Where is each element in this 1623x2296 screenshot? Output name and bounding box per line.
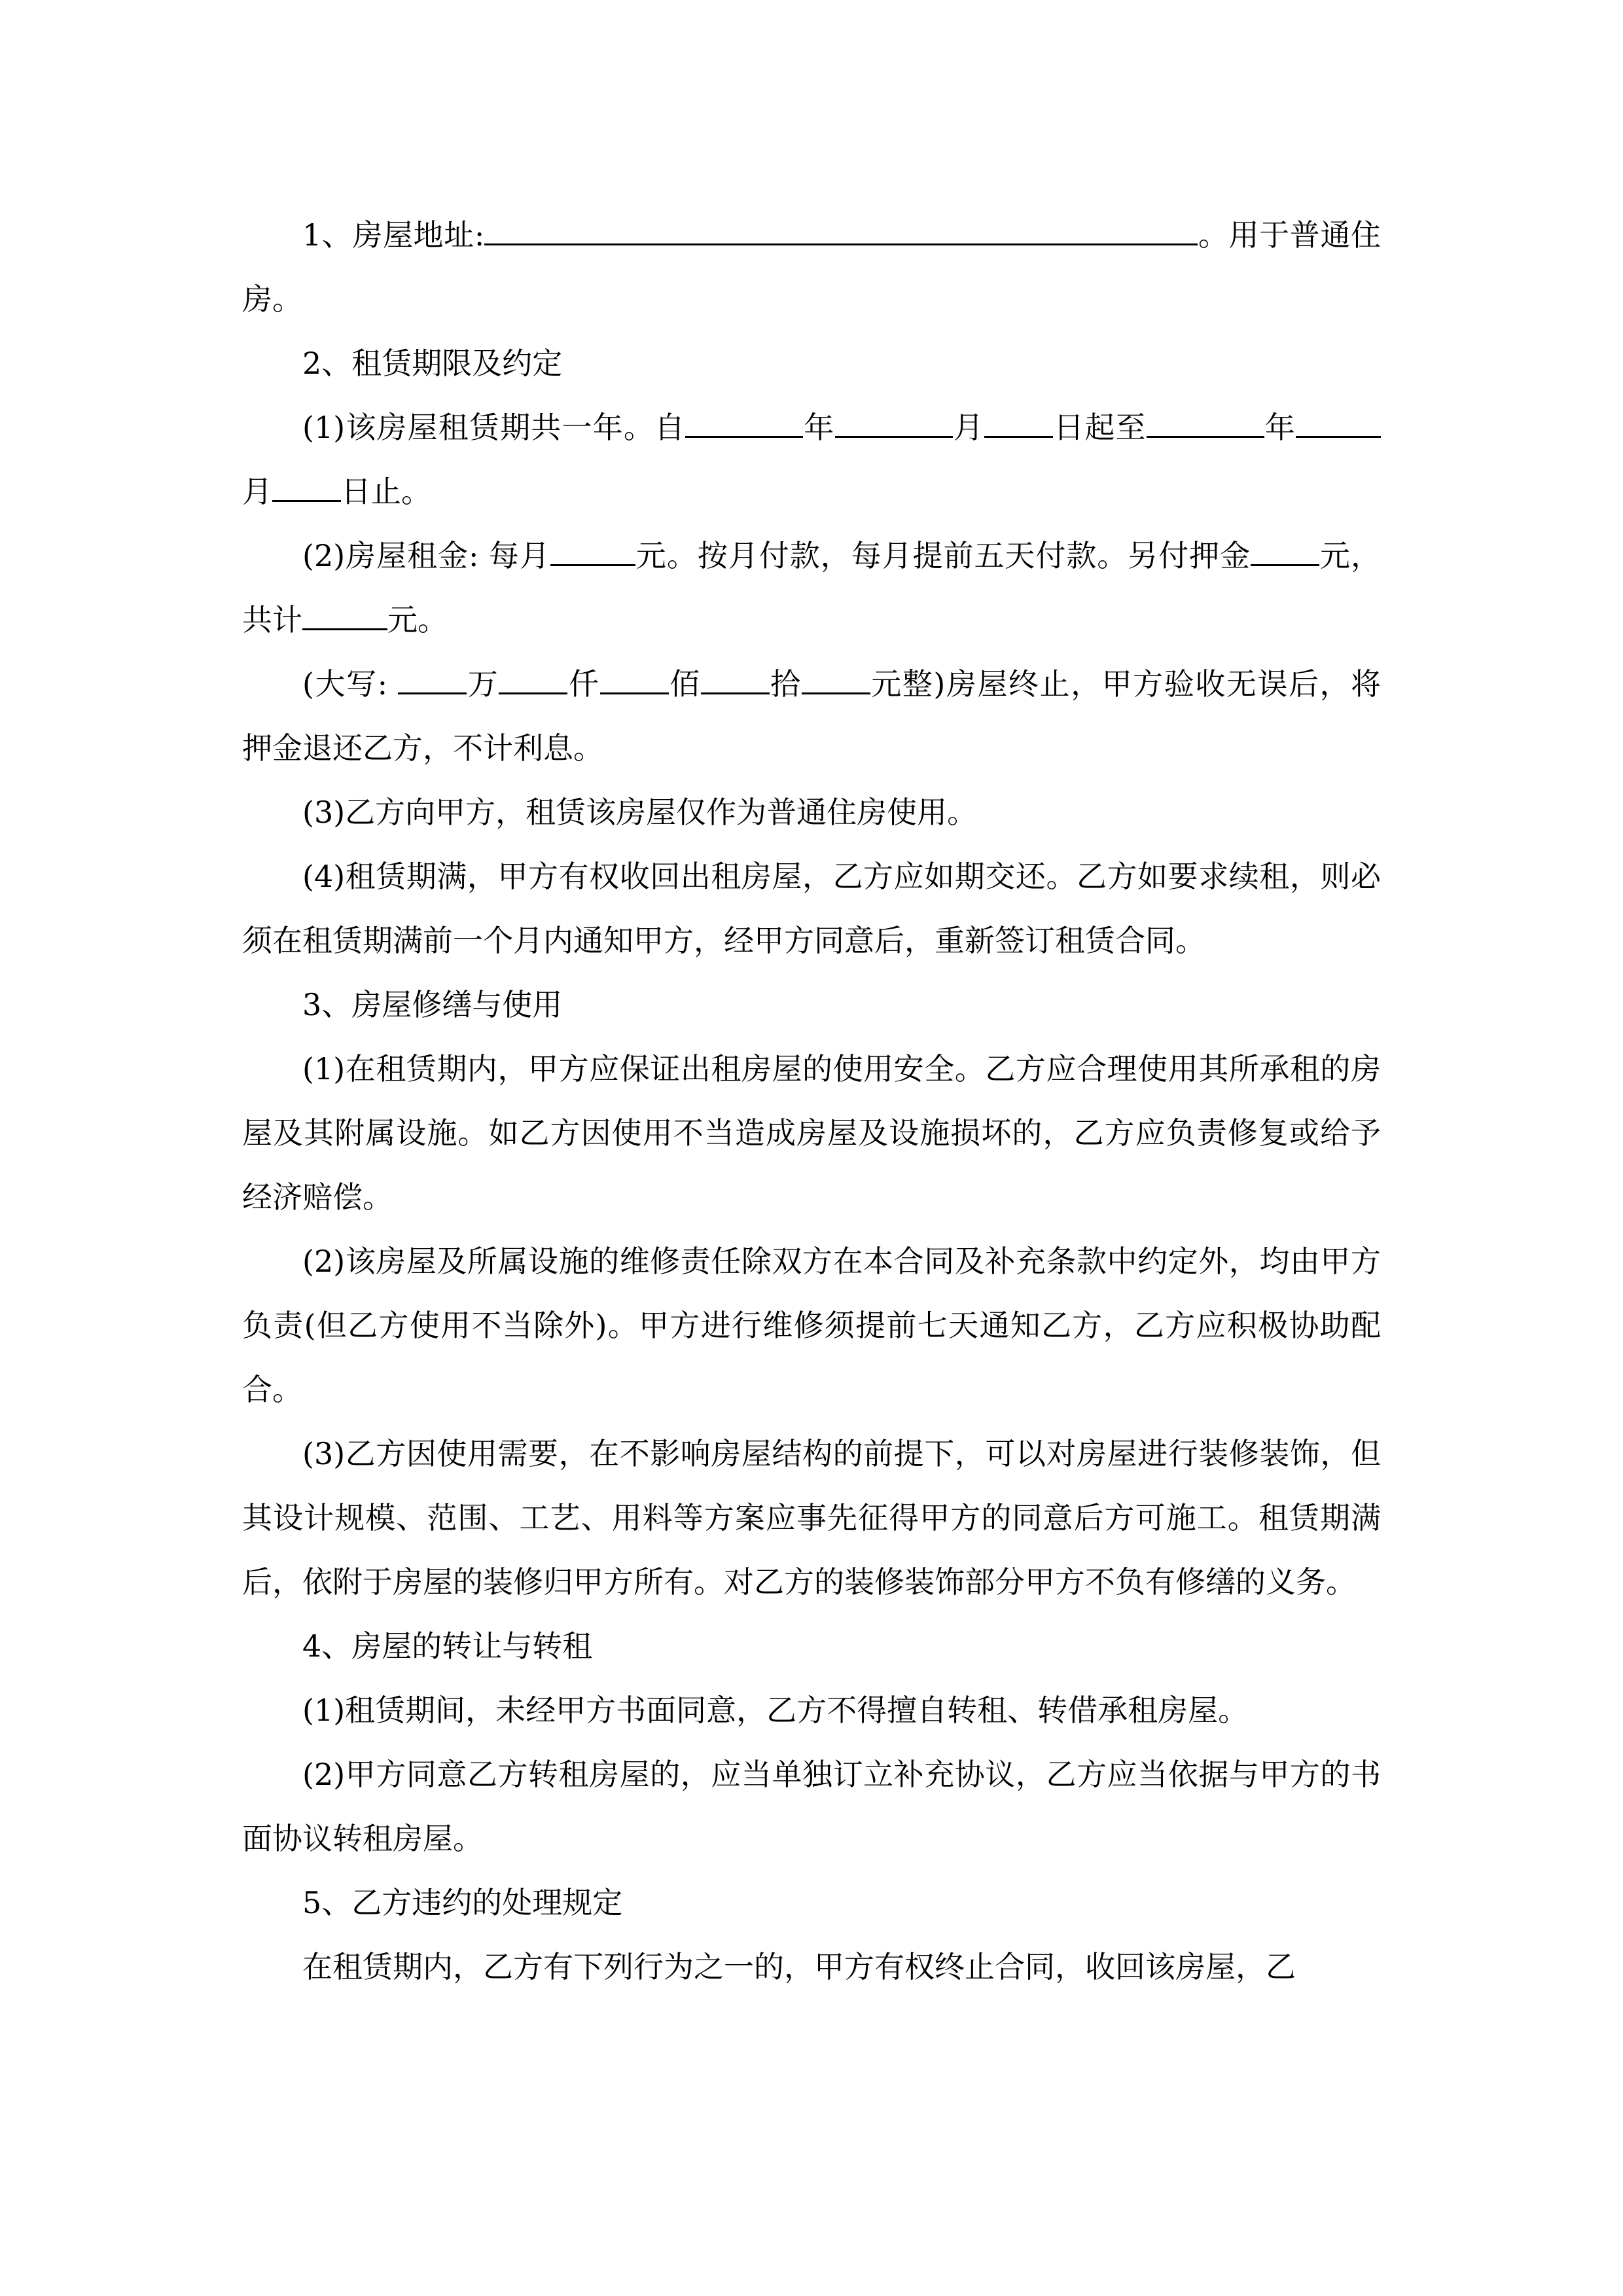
- clause-3-1: (1)在租赁期内，甲方应保证出租房屋的使用安全。乙方应合理使用其所承租的房屋及其附属设施。如乙方因使用不当造成房屋及设施损坏的，乙方应负责修复或给予经济赔偿。: [242, 1051, 1381, 1215]
- start-year-blank[interactable]: [685, 402, 803, 438]
- section-2-title: 2、租赁期限及约定: [302, 346, 563, 381]
- yuan-blank[interactable]: [802, 658, 870, 694]
- bai-blank[interactable]: [600, 658, 669, 694]
- clause-5-1: 在租赁期内，乙方有下列行为之一的，甲方有权终止合同，收回该房屋，乙: [302, 1949, 1296, 1984]
- clause-3-2: (2)该房屋及所属设施的维修责任除双方在本合同及补充条款中约定外，均由甲方负责(但乙方使用不当除外)。甲方进行维修须提前七天通知乙方，乙方应积极协助配合。: [242, 1244, 1381, 1407]
- qian-blank[interactable]: [499, 658, 567, 694]
- clause-4-1: (1)租赁期间，未经甲方书面同意，乙方不得擅自转租、转借承租房屋。: [302, 1693, 1249, 1728]
- start-day-blank[interactable]: [984, 402, 1053, 438]
- clause-3-3: (3)乙方因使用需要，在不影响房屋结构的前提下，可以对房屋进行装修装饰，但其设计规模、范围、工艺、用料等方案应事先征得甲方的同意后方可施工。租赁期满后，依附于房屋的装修归甲方所有。对乙方的装修装饰部分甲方不负有修缮的义务。: [242, 1436, 1381, 1600]
- end-year-blank[interactable]: [1147, 402, 1264, 438]
- address-clause: 1、房屋地址: 。用于普通住房。: [242, 203, 1381, 331]
- clause-4-2: (2)甲方同意乙方转租房屋的，应当单独订立补充协议，乙方应当依据与甲方的书面协议转租房屋。: [242, 1757, 1381, 1856]
- section-3-title: 3、房屋修缮与使用: [302, 987, 563, 1022]
- start-month-blank[interactable]: [835, 402, 953, 438]
- address-blank[interactable]: [484, 209, 1198, 245]
- rent-clause: (2)房屋租金: 每月 元。按月付款，每月提前五天付款。另付押金 元，共计 元。: [242, 524, 1381, 652]
- term-clause: (1)该房屋租赁期共一年。自 年 月 日起至 年月 日止。: [242, 395, 1381, 524]
- capital-amount-clause: (大写: 万 仟 佰 拾 元整)房屋终止，甲方验收无误后，将押金退还乙方，不计利息。: [242, 652, 1381, 780]
- shi-blank[interactable]: [701, 658, 770, 694]
- deposit-blank[interactable]: [1251, 530, 1319, 566]
- section-4-title: 4、房屋的转让与转租: [302, 1628, 593, 1664]
- end-day-blank[interactable]: [272, 466, 341, 502]
- total-blank[interactable]: [302, 594, 387, 630]
- monthly-rent-blank[interactable]: [550, 530, 635, 566]
- contract-body: [242, 203, 1381, 1999]
- end-month-blank[interactable]: [1296, 402, 1381, 438]
- clause-2-4: (4)租赁期满，甲方有权收回出租房屋，乙方应如期交还。乙方如要求续租，则必须在租赁期满前一个月内通知甲方，经甲方同意后，重新签订租赁合同。: [242, 859, 1381, 958]
- clause-2-3: (3)乙方向甲方，租赁该房屋仅作为普通住房使用。: [302, 795, 978, 830]
- section-5-title: 5、乙方违约的处理规定: [302, 1885, 623, 1920]
- wan-blank[interactable]: [398, 658, 467, 694]
